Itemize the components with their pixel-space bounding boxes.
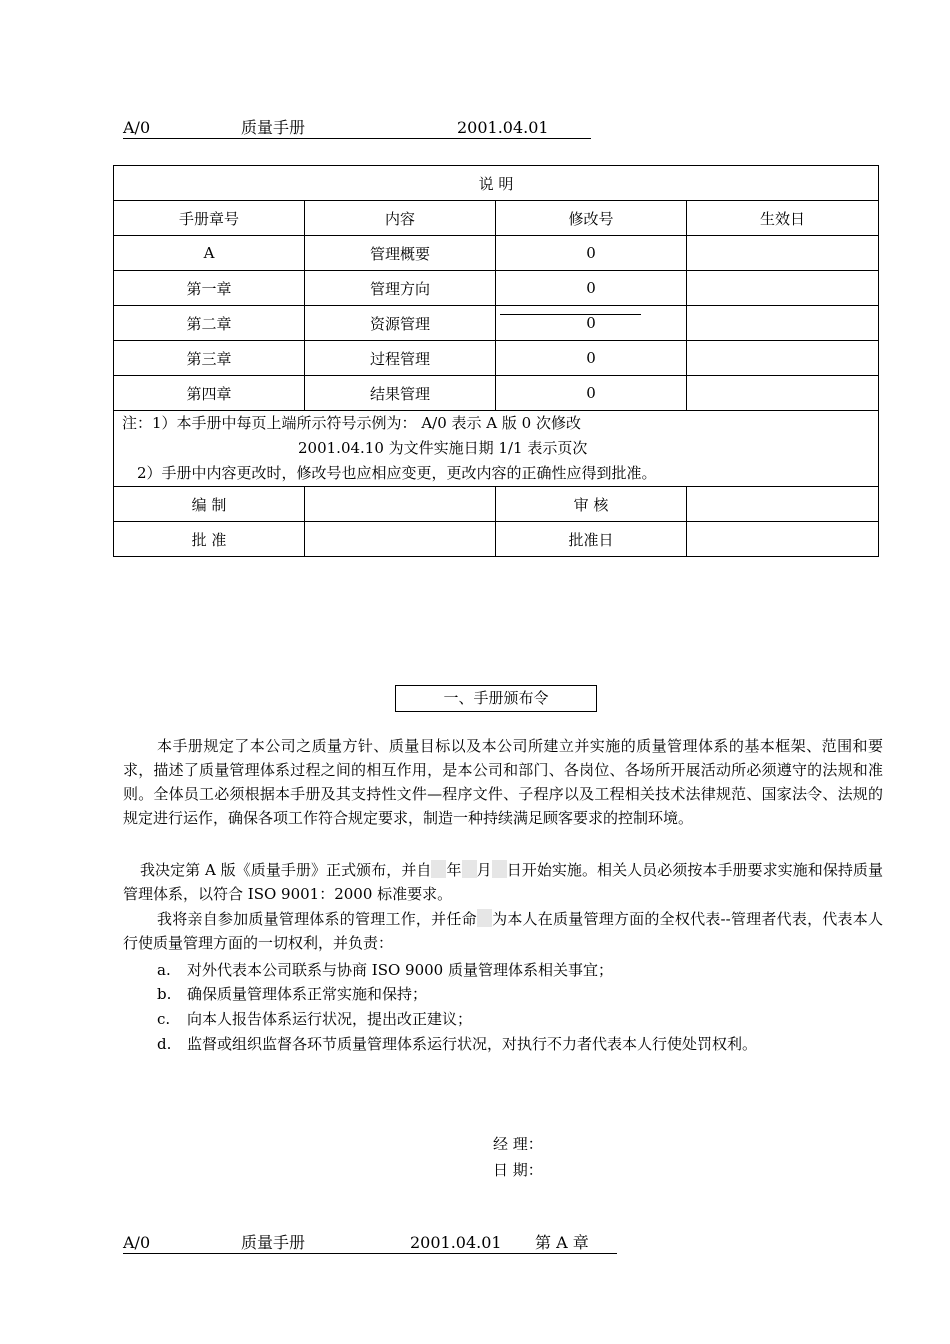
table-cell-content: 管理概要: [305, 236, 496, 271]
header-date: 2001.04.01: [410, 1233, 502, 1252]
table-row: [114, 271, 879, 306]
note-line: 2001.04.10 为文件实施日期 1/1 表示页次: [298, 439, 588, 457]
table-cell-effective: [687, 306, 879, 341]
header-chapter: 第 A 章: [535, 1233, 589, 1252]
para3-text: 为本人在质量管理方面的全权代表--管理者代表，代表本人行使质量管理方面的一切权利，并负责：: [123, 910, 883, 952]
column-header: 内容: [305, 201, 496, 236]
table-cell-chapter: 第三章: [114, 341, 305, 376]
sign-row-compile: [114, 487, 879, 522]
list-marker: c.: [157, 1010, 171, 1028]
paragraph-3: [123, 907, 883, 955]
table-caption-row: [114, 166, 879, 201]
revision-table: [113, 165, 879, 557]
list-text: 向本人报告体系运行状况，提出改正建议；: [187, 1010, 473, 1028]
table-cell-effective: [687, 341, 879, 376]
manager-label: 经 理：: [493, 1135, 543, 1153]
table-cell-effective: [687, 376, 879, 411]
table-cell-chapter: 第一章: [114, 271, 305, 306]
table-cell-revision: 0: [496, 376, 687, 411]
table-row: [114, 341, 879, 376]
approve-date-label: 批准日: [496, 522, 687, 557]
review-label: 审 核: [496, 487, 687, 522]
section-title: 一、手册颁布令: [395, 685, 597, 712]
para3-text: 我将亲自参加质量管理体系的管理工作，并任命: [157, 910, 477, 928]
table-cell-revision: 0: [496, 306, 687, 341]
para2-text: 我决定第 A 版《质量手册》正式颁布，并自: [140, 861, 432, 879]
date-label: 日 期：: [493, 1161, 543, 1179]
approve-value: [305, 522, 496, 557]
header-version: A/0: [123, 118, 151, 137]
blank-field: [477, 909, 492, 927]
table-cell-chapter: A: [114, 236, 305, 271]
list-text: 监督或组织监督各环节质量管理体系运行状况，对执行不力者代表本人行使处罚权利。: [187, 1035, 758, 1053]
table-cell-content: 资源管理: [305, 306, 496, 341]
table-note: [114, 411, 879, 487]
header-version: A/0: [123, 1233, 151, 1252]
list-marker: a.: [157, 961, 171, 979]
table-cell-content: 管理方向: [305, 271, 496, 306]
table-cell-chapter: 第二章: [114, 306, 305, 341]
column-header: 修改号: [496, 201, 687, 236]
table-cell-content: 结果管理: [305, 376, 496, 411]
list-text: 确保质量管理体系正常实施和保持；: [187, 985, 428, 1003]
para2-text: 月: [476, 861, 492, 879]
paragraph-2: [123, 858, 883, 906]
list-item: [157, 1007, 472, 1031]
para2-text: 日开始实施。相关人员必须按本手册要求实施和保持质量管理体系，以符合 ISO 9001：2000 标准要求。: [123, 861, 883, 903]
table-row: [114, 306, 879, 341]
header-title: 质量手册: [241, 118, 306, 137]
table-row: [114, 376, 879, 411]
blank-field: [492, 860, 507, 878]
list-text: 对外代表本公司联系与协商 ISO 9000 质量管理体系相关事宜；: [187, 961, 613, 979]
table-cell-revision: 0: [496, 236, 687, 271]
note-line: 注：1）本手册中每页上端所示符号示例为： A/0 表示 A 版 0 次修改: [122, 414, 581, 432]
list-marker: d.: [157, 1035, 172, 1053]
table-note-row: [114, 411, 879, 487]
list-marker: b.: [157, 985, 172, 1003]
list-item: [157, 1032, 757, 1056]
paragraph-1: 本手册规定了本公司之质量方针、质量目标以及本公司所建立并实施的质量管理体系的基本框架、范围和要求，描述了质量管理体系过程之间的相互作用，是本公司和部门、各岗位、各场所开展活动所必须遵守的法规和准则。全体员工必须根据本手册及其支持性文件—程序文件、子程序以及工程相关技术法律规范、国家法令、法规的规定进行运作，确保各项工作符合规定要求，制造一种持续满足顾客要求的控制环境。: [123, 737, 883, 827]
note-line: 2）手册中内容更改时，修改号也应相应变更，更改内容的正确性应得到批准。: [137, 464, 657, 482]
table-cell-revision: 0: [496, 271, 687, 306]
list-item: [157, 982, 427, 1006]
table-cell-effective: [687, 271, 879, 306]
approve-label: 批 准: [114, 522, 305, 557]
sign-row-approve: [114, 522, 879, 557]
compile-label: 编 制: [114, 487, 305, 522]
list-item: [157, 958, 613, 982]
blank-field: [462, 860, 477, 878]
header-title: 质量手册: [241, 1233, 306, 1252]
strike-line: [500, 314, 641, 315]
compile-value: [305, 487, 496, 522]
table-row: [114, 236, 879, 271]
table-cell-chapter: 第四章: [114, 376, 305, 411]
header-date: 2001.04.01: [457, 118, 549, 137]
table-cell-revision: 0: [496, 341, 687, 376]
table-header-row: [114, 201, 879, 236]
para2-text: 年: [446, 861, 462, 879]
blank-field: [431, 860, 446, 878]
approve-date-value: [687, 522, 879, 557]
table-caption: 说 明: [114, 166, 879, 201]
page-header-top: [123, 118, 591, 139]
column-header: 手册章号: [114, 201, 305, 236]
review-value: [687, 487, 879, 522]
table-cell-content: 过程管理: [305, 341, 496, 376]
page-header-bottom: [123, 1233, 617, 1254]
table-cell-effective: [687, 236, 879, 271]
column-header: 生效日: [687, 201, 879, 236]
